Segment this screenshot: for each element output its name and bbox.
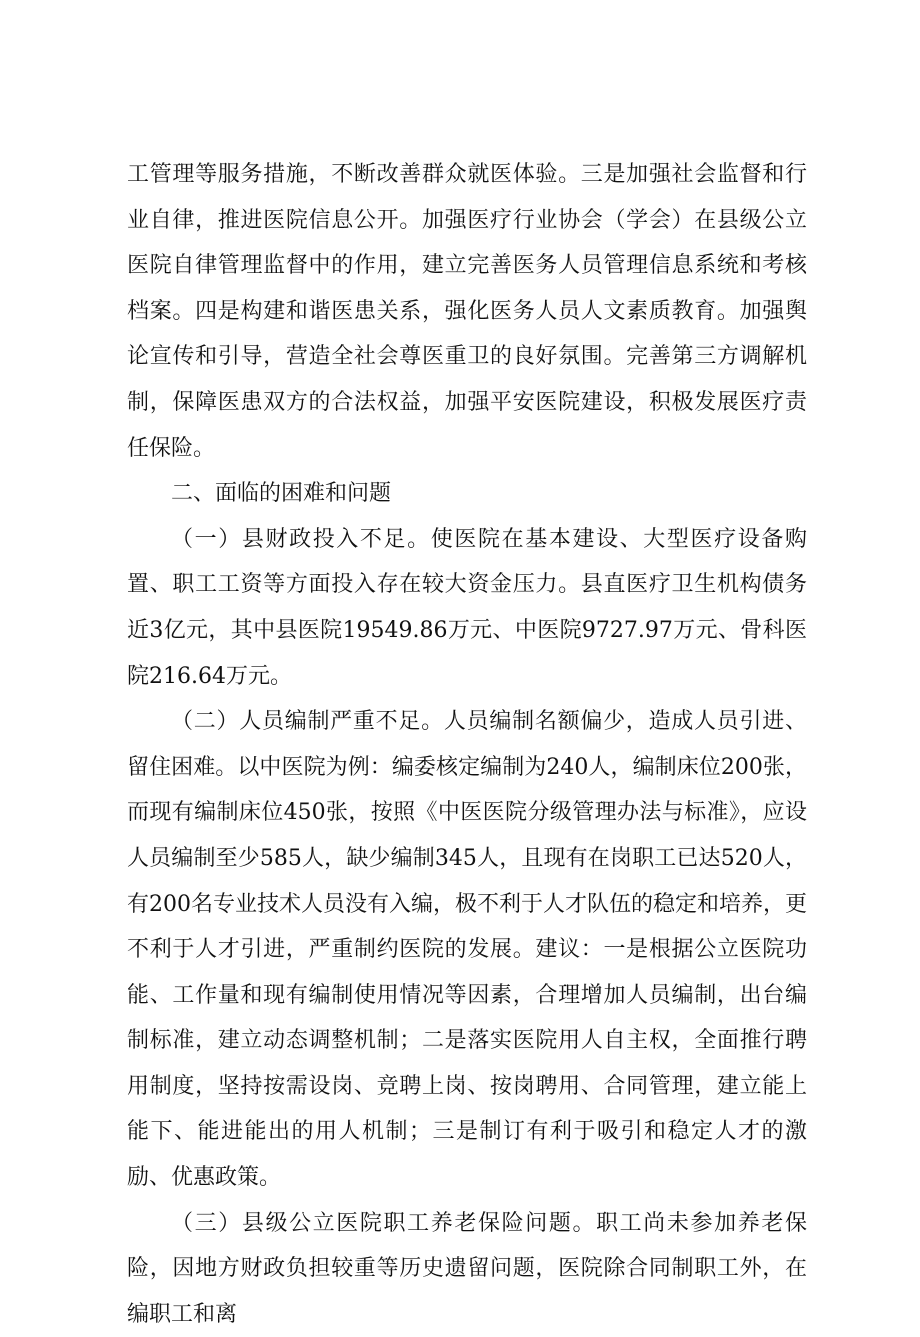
document-body	[127, 152, 807, 1337]
paragraph-fiscal-input: （一）县财政投入不足。使医院在基本建设、大型医疗设备购置、职工工资等方面投入存在较大资金压力。县直医疗卫生机构债务近3亿元，其中县医院19549.86万元、中医院9727.97万元、骨科医院216.64万元。	[127, 526, 807, 689]
section-heading: 二、面临的困难和问题	[171, 481, 392, 507]
paragraph-continuation: 工管理等服务措施，不断改善群众就医体验。三是加强社会监督和行业自律，推进医院信息公开。加强医疗行业协会（学会）在县级公立医院自律管理监督中的作用，建立完善医务人员管理信息系统和考核档案。四是构建和谐医患关系，强化医务人员人文素质教育。加强舆论宣传和引导，营造全社会尊医重卫的良好氛围。完善第三方调解机制，保障医患双方的合法权益，加强平安医院建设，积极发展医疗责任保险。	[127, 162, 807, 461]
paragraph-pension: （三）县级公立医院职工养老保险问题。职工尚未参加养老保险，因地方财政负担较重等历史遗留问题，医院除合同制职工外，在编职工和离	[127, 1210, 807, 1327]
paragraph-staffing: （二）人员编制严重不足。人员编制名额偏少，造成人员引进、留住困难。以中医院为例：编委核定编制为240人，编制床位200张，而现有编制床位450张，按照《中医医院分级管理办法与标准》，应设人员编制至少585人，缺少编制345人，且现有在岗职工已达520人，有200名专业技术人员没有入编，极不利于人才队伍的稳定和培养，更不利于人才引进，严重制约医院的发展。建议：一是根据公立医院功能、工作量和现有编制使用情况等因素，合理增加人员编制，出台编制标准，建立动态调整机制；二是落实医院用人自主权，全面推行聘用制度，坚持按需设岗、竞聘上岗、按岗聘用、合同管理，建立能上能下、能进能出的用人机制；三是制订有利于吸引和稳定人才的激励、优惠政策。	[127, 709, 807, 1191]
